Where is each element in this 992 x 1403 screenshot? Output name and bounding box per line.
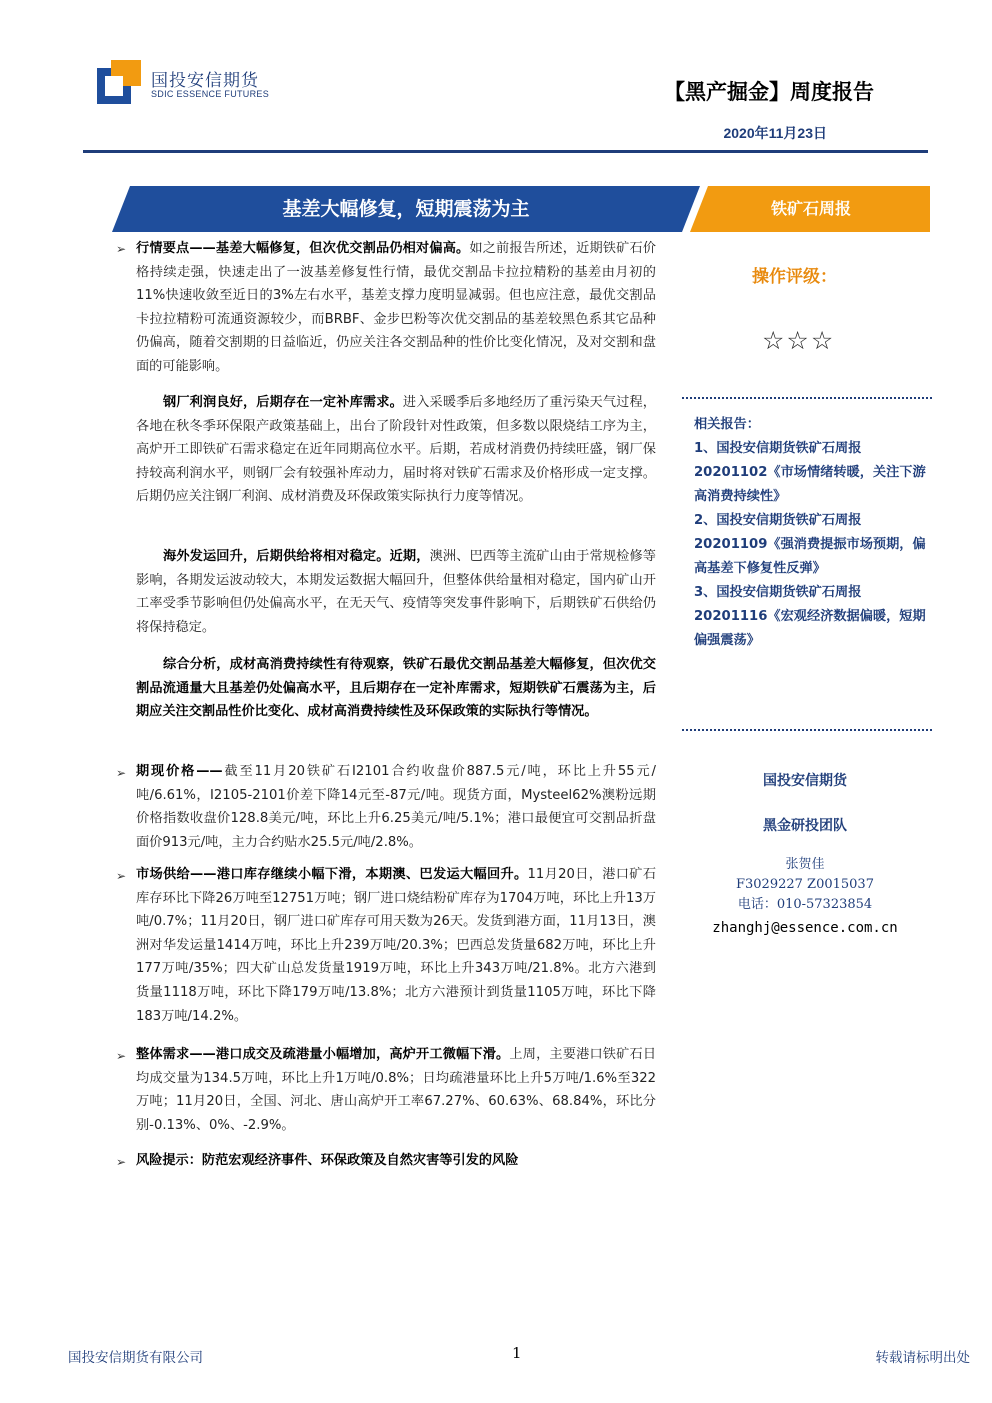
sidebar-divider-top <box>682 397 932 399</box>
company-logo <box>97 60 287 104</box>
paragraph-futures-spot-price <box>136 760 656 854</box>
page-number: 1 <box>512 1344 522 1362</box>
paragraph-overall-demand <box>136 1043 656 1137</box>
team-company: 国投安信期货 <box>763 773 847 789</box>
paragraph-summary <box>136 653 656 724</box>
related-reports-title: 相关报告： <box>694 417 760 432</box>
related-reports <box>694 413 932 653</box>
report-date: 2020年11月23日 <box>723 125 827 141</box>
rating-label: 操作评级： <box>752 267 837 287</box>
paragraph-overseas-shipments <box>136 545 656 639</box>
paragraph-lead: 期现价格—— <box>136 764 223 779</box>
paragraph-body: 11月20日，港口矿石库存环比下降26万吨至12751万吨；钢厂进口烧结粉矿库存为1704万吨，环比上升13万吨/0.7%；11月20日，钢厂进口矿库存可用天数为26天。发货到港方面，11月13日，澳洲对华发运量1414万吨，环比上升239万吨/20.3%；巴西总发货量682万吨，环比上升177万吨/35%；四大矿山总发货量1919万吨，环比上升343万吨/21.8%。北方六港到货量1118万吨，环比下降179万吨/13.8%；北方六港预计到货量1105万吨，环比下降183万吨/14.2%。 <box>136 867 657 1024</box>
paragraph-lead: 行情要点——基差大幅修复，但次优交割品仍相对偏高。 <box>136 241 470 256</box>
paragraph-body: 如之前报告所述，近期铁矿石价格持续走强，快速走出了一波基差修复性行情，最优交割品卡拉拉精粉的基差由月初的11%快速收敛至近日的3%左右水平，基差支撑力度明显减弱。但也应注意，最优交割品卡拉拉精粉可流通资源较少，而BRBF、金步巴粉等次优交割品的基差较黑色系其它品种仍偏高，随着交割期的日益临近，仍应关注各交割品种的性价比变化情况，及对交割和盘面的可能影响。 <box>136 241 656 374</box>
paragraph-risk-text: 风险提示：防范宏观经济事件、环保政策及自然灾害等引发的风险 <box>136 1153 519 1168</box>
team-name: 黑金研投团队 <box>763 818 847 834</box>
paragraph-body: 截至11月20铁矿石I2101合约收盘价887.5元/吨，环比上升55元/吨/6.61%，I2105-2101价差下降14元至-87元/吨。现货方面，Mysteel62%澳粉远期价格指数收盘价128.8美元/吨，环比上升6.25美元/吨/5.1%；港口最便宜可交割品折盘面价913元/吨，主力合约贴水25.5元/吨/2.8%。 <box>136 764 656 850</box>
paragraph-body: 进入采暖季后多地经历了重污染天气过程，各地在秋冬季环保限产政策基础上，出台了阶段针对性政策，但多数以限烧结工序为主，高炉开工即铁矿石需求稳定在近年同期高位水平。后期，若成材消费仍持续旺盛，钢厂保持较高利润水平，则钢厂会有较强补库动力，届时将对铁矿石需求及价格形成一定支撑。后期仍应关注钢厂利润、成材消费及环保政策实际执行力度等情况。 <box>136 395 656 505</box>
logo-mark-icon <box>97 60 141 104</box>
analyst-email-link[interactable]: zhanghj@essence.com.cn <box>712 920 898 936</box>
paragraph-market-supply <box>136 863 656 1028</box>
sidebar-divider-bottom <box>682 729 932 731</box>
bullet-icon: ➢ <box>116 766 127 780</box>
analyst-contact <box>680 855 930 938</box>
paragraph-steel-mill-profit <box>136 391 656 509</box>
bullet-icon: ➢ <box>116 242 127 256</box>
paragraph-risk-warning <box>136 1149 656 1173</box>
analyst-name: 张贺佳 <box>785 857 825 872</box>
paragraph-lead: 市场供给——港口库存继续小幅下滑，本期澳、巴发运大幅回升。 <box>136 867 528 882</box>
header-divider <box>83 150 928 153</box>
paragraph-lead: 整体需求——港口成交及疏港量小幅增加，高炉开工微幅下滑。 <box>136 1047 510 1062</box>
paragraph-summary-text: 综合分析，成材高消费持续性有待观察，铁矿石最优交割品基差大幅修复，但次优交割品流通量大且基差仍处偏高水平，且后期存在一定补库需求，短期铁矿石震荡为主，后期应关注交割品性价比变化、成材高消费持续性及环保政策的实际执行等情况。 <box>136 657 656 720</box>
rating-stars-icon: ☆☆☆ <box>762 326 836 355</box>
report-headline: 基差大幅修复，短期震荡为主 <box>282 198 530 220</box>
related-report-item[interactable]: 1、国投安信期货铁矿石周报20201102《市场情绪转暖，关注下游高消费持续性》 <box>694 441 926 504</box>
related-report-item[interactable]: 2、国投安信期货铁矿石周报20201109《强消费提振市场预期，偏高基差下修复性反弹》 <box>694 513 926 576</box>
paragraph-lead: 海外发运回升，后期供给将相对稳定。近期， <box>163 549 430 564</box>
logo-company-name-cn: 国投安信期货 <box>151 71 259 91</box>
report-series-title: 【黑产掘金】周度报告 <box>664 80 874 104</box>
bullet-icon: ➢ <box>116 1049 127 1063</box>
paragraph-body: 澳洲、巴西等主流矿山由于常规检修等影响，各期发运波动较大，本期发运数据大幅回升，但整体供给量相对稳定，国内矿山开工率受季节影响但仍处偏高水平，在无天气、疫情等突发事件影响下，后期铁矿石供给仍将保持稳定。 <box>136 549 656 635</box>
footer-company: 国投安信期货有限公司 <box>68 1350 203 1366</box>
footer-notice: 转载请标明出处 <box>875 1350 970 1366</box>
paragraph-market-highlights <box>136 237 656 379</box>
bullet-icon: ➢ <box>116 1155 127 1169</box>
analyst-license: F3029227 Z0015037 <box>736 877 874 892</box>
paragraph-lead: 钢厂利润良好，后期存在一定补库需求。 <box>163 395 403 410</box>
analyst-phone: 电话：010-57323854 <box>737 897 873 912</box>
paragraph-body: 上周，主要港口铁矿石日均成交量为134.5万吨，环比上升1万吨/0.8%；日均疏港量环比上升5万吨/1.6%至322万吨；11月20日，全国、河北、唐山高炉开工率67.27%、60.63%、68.84%，环比分别-0.13%、0%、-2.9%。 <box>136 1047 657 1133</box>
bullet-icon: ➢ <box>116 869 127 883</box>
logo-company-name-en: SDIC ESSENCE FUTURES <box>151 89 270 99</box>
related-report-item[interactable]: 3、国投安信期货铁矿石周报20201116《宏观经济数据偏暖，短期偏强震荡》 <box>694 585 926 648</box>
report-category-tag: 铁矿石周报 <box>770 199 851 218</box>
